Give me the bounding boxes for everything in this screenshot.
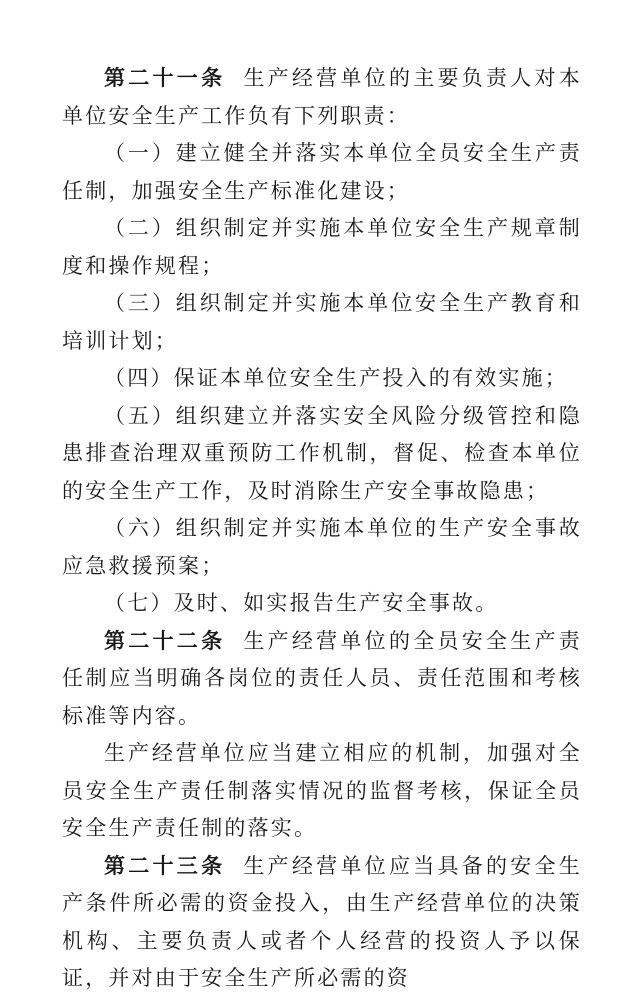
article-22-paragraph-2: 生产经营单位应当建立相应的机制，加强对全员安全生产责任制落实情况的监督考核，保证全员安全生产责任制的落实。 [62,741,582,840]
article-21-item-3: （三）组织制定并实施本单位安全生产教育和培训计划； [62,291,582,353]
article-22-text: 生产经营单位的全员安全生产责任制应当明确各岗位的责任人员、责任范围和考核标准等内容。 [62,628,583,728]
article-23-text: 生产经营单位应当具备的安全生产条件所必需的资金投入，由生产经营单位的决策机构、主要负责人或者个人经营的投资人予以保证，并对由于安全生产所必需的资 [62,853,583,990]
article-21-intro: 生产经营单位的主要负责人对本单位安全生产工作负有下列职责： [62,66,583,128]
article-21-item-1: （一）建立健全并落实本单位全员安全生产责任制，加强安全生产标准化建设； [62,141,582,203]
article-22-number: 第二十二条 [104,628,226,653]
article-21-item-2: （二）组织制定并实施本单位安全生产规章制度和操作规程； [62,216,582,278]
article-21-number: 第二十一条 [104,66,226,90]
article-21-heading-paragraph [62,60,582,135]
article-22-heading-paragraph [62,623,582,736]
article-21-item-4: （四）保证本单位安全生产投入的有效实施； [104,366,568,390]
article-21-item-7: （七）及时、如实报告生产安全事故。 [104,591,499,615]
article-23-number: 第二十三条 [104,853,226,878]
article-21-item-6: （六）组织制定并实施本单位的生产安全事故应急救援预案； [62,516,582,578]
article-23-heading-paragraph [62,848,582,998]
article-21-item-5: （五）组织建立并落实安全风险分级管控和隐患排查治理双重预防工作机制，督促、检查本单位的安全生产工作，及时消除生产安全事故隐患； [62,403,582,503]
